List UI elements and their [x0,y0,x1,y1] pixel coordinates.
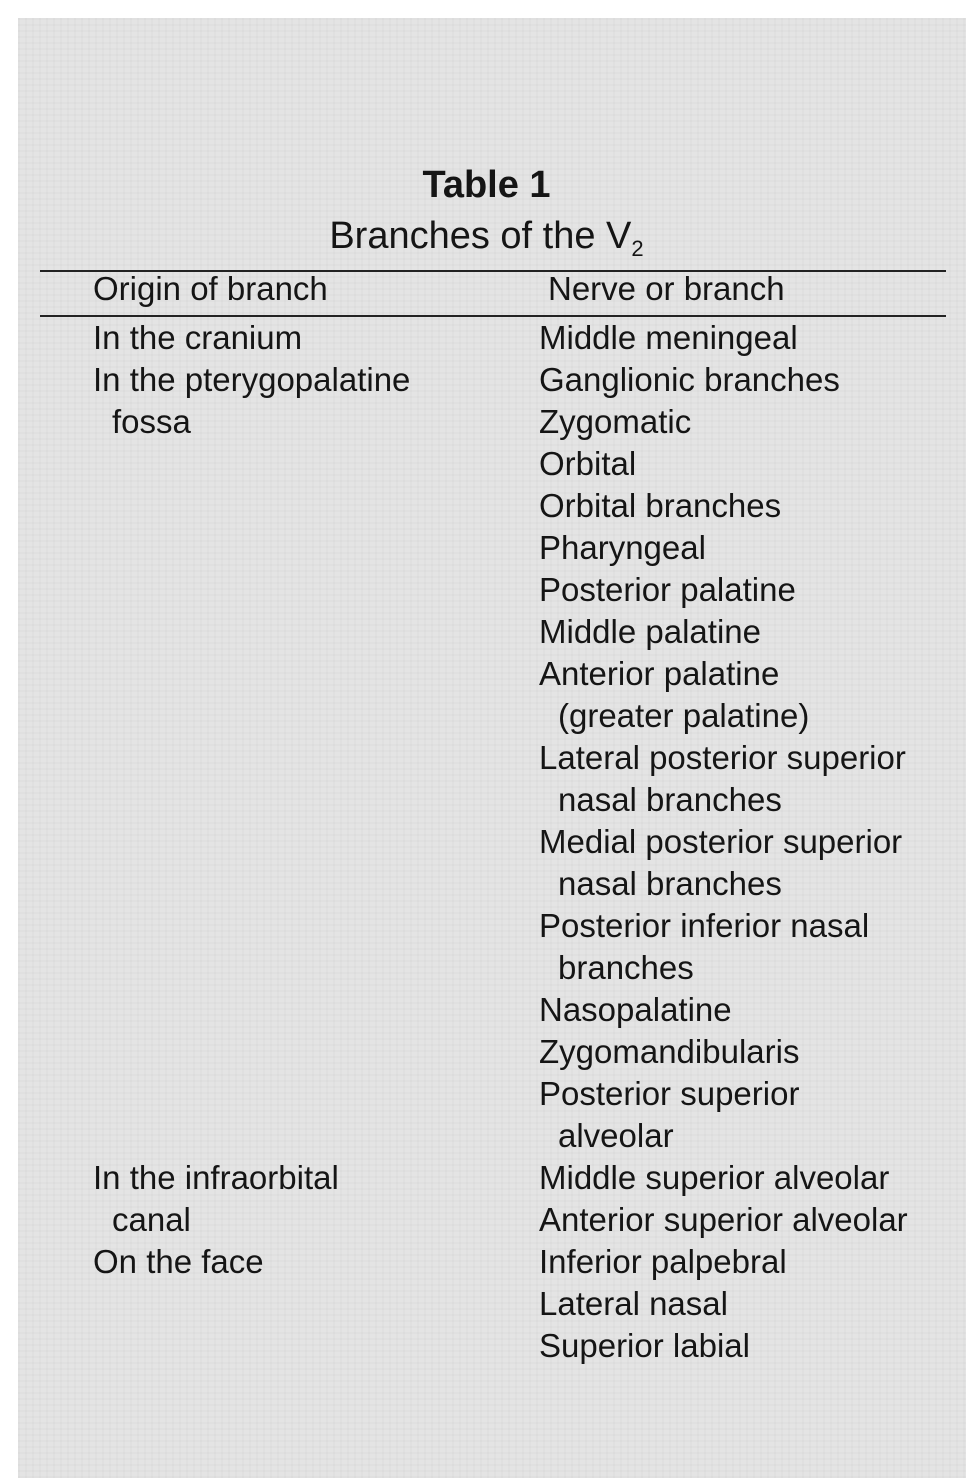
origin-column [93,317,410,1283]
origin-line [93,653,410,695]
nerve-line: Inferior palpebral [539,1243,787,1280]
nerve-line: Lateral nasal [539,1285,728,1322]
nerve-line: Nasopalatine [539,991,732,1028]
caption-main: Branches of the V [329,215,632,257]
origin-line [93,485,410,527]
nerve-line: Orbital branches [539,487,782,524]
origin-line: On the face [93,1243,264,1280]
origin-line [93,1073,410,1115]
column-header-nerve: Nerve or branch [548,270,785,307]
origin-line: In the cranium [93,319,303,356]
origin-line: In the pterygopalatine [93,361,411,398]
origin-line: fossa [112,403,191,440]
nerve-line: alveolar [558,1117,674,1154]
table-caption [0,214,973,271]
origin-line [93,779,410,821]
nerve-line: Superior labial [539,1327,750,1364]
origin-line [93,1115,410,1157]
nerve-line: Ganglionic branches [539,361,840,398]
origin-line [93,443,410,485]
origin-line: In the infraorbital [93,1159,339,1196]
nerve-line: Orbital [539,445,637,482]
origin-line [93,821,410,863]
origin-line [93,527,410,569]
nerve-line: (greater palatine) [558,697,810,734]
origin-line [93,695,410,737]
nerve-line: Anterior superior alveolar [539,1201,908,1238]
nerve-line: Posterior superior [539,1075,800,1112]
origin-line [93,947,410,989]
nerve-line: Zygomatic [539,403,692,440]
origin-line [93,611,410,653]
nerve-line: Anterior palatine [539,655,780,692]
nerve-line: Medial posterior superior [539,823,903,860]
table-number: Table 1 [422,164,551,206]
nerve-line: Lateral posterior superior [539,739,906,776]
origin-line [93,737,410,779]
nerve-line: Middle meningeal [539,319,798,356]
origin-line [93,569,410,611]
origin-line [93,1031,410,1073]
origin-line [93,905,410,947]
nerve-line: Middle superior alveolar [539,1159,890,1196]
nerve-line: Posterior palatine [539,571,796,608]
column-header-origin: Origin of branch [93,270,328,307]
nerve-column [539,317,908,1367]
origin-line [93,863,410,905]
origin-line: canal [112,1201,191,1238]
nerve-line: nasal branches [558,865,782,902]
origin-line [93,989,410,1031]
nerve-line: Posterior inferior nasal [539,907,870,944]
nerve-line: nasal branches [558,781,782,818]
caption-subscript: 2 [631,236,644,261]
nerve-line: Middle palatine [539,613,761,650]
nerve-line: Zygomandibularis [539,1033,800,1070]
nerve-line: branches [558,949,694,986]
nerve-line: Pharyngeal [539,529,706,566]
